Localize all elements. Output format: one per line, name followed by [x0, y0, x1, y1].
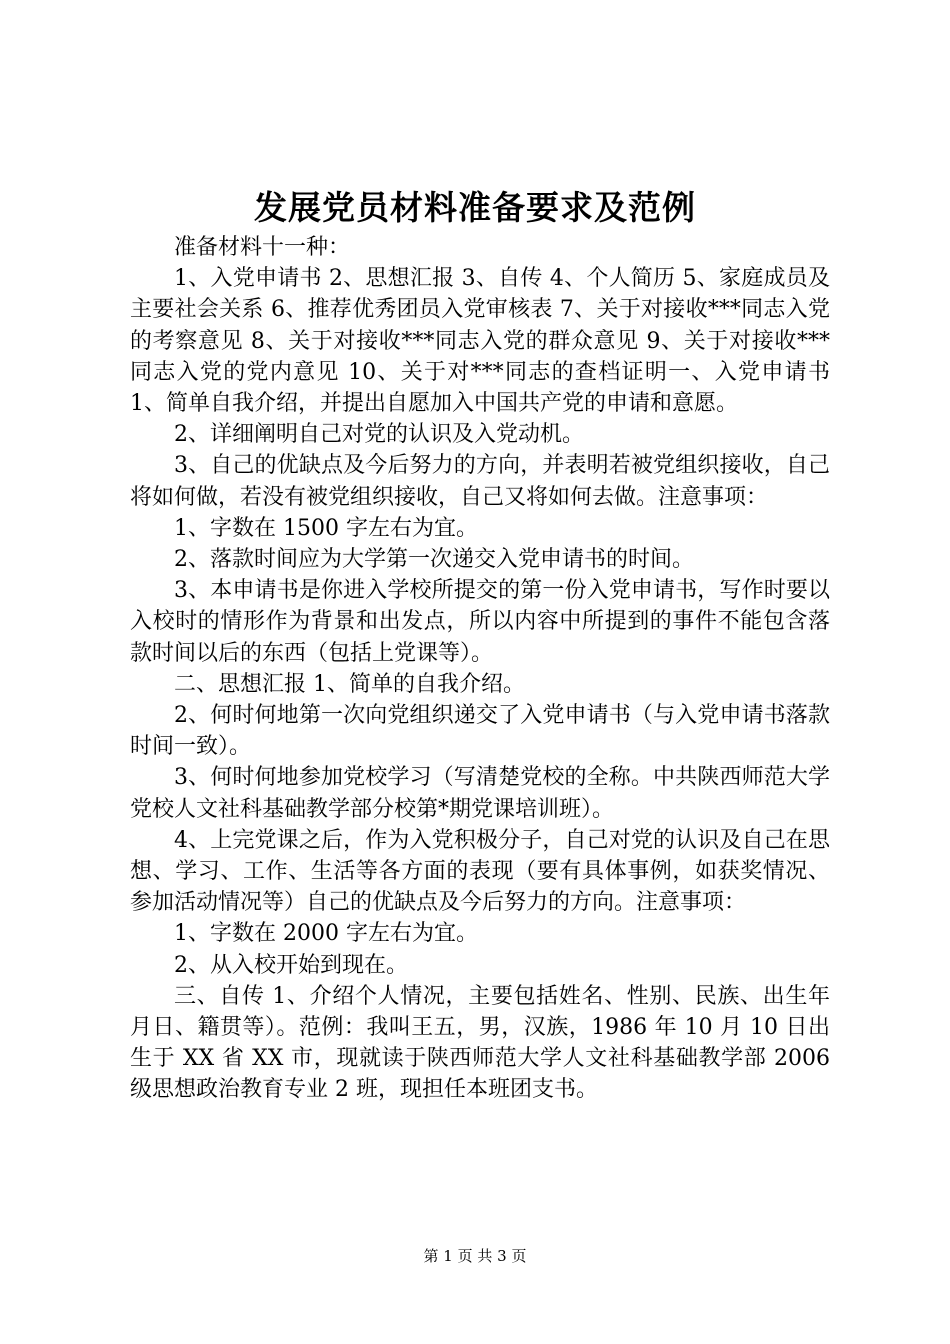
paragraph: 2、从入校开始到现在。	[174, 952, 408, 978]
document-title: 发展党员材料准备要求及范例	[254, 188, 696, 227]
paragraph: 3、何时何地参加党校学习（写清楚党校的全称。中共陕西师范大学党校人文社科基础教学部分校第*期党课培训班）。	[130, 765, 830, 822]
paragraph: 2、落款时间应为大学第一次递交入党申请书的时间。	[174, 547, 694, 573]
document-body	[130, 232, 830, 1106]
paragraph: 准备材料十一种：	[174, 235, 351, 260]
paragraph: 1、入党申请书 2、思想汇报 3、自传 4、个人简历 5、家庭成员及主要社会关系 6、推荐优秀团员入党审核表 7、关于对接收***同志入党的考察意见 8、关于对接收***同志入党的群众意见 9、关于对接收***同志入党的党内意见 10、关于对***同志的查档证明一、入党申请书 1、简单自我介绍，并提出自愿加入中国共产党的申请和意愿。	[130, 266, 830, 417]
paragraph: 1、字数在 1500 字左右为宜。	[174, 515, 478, 541]
paragraph: 3、本申请书是你进入学校所提交的第一份入党申请书，写作时要以入校时的情形作为背景和出发点，所以内容中所提到的事件不能包含落款时间以后的东西（包括上党课等）。	[130, 578, 830, 666]
page-footer: 第 1 页 共 3 页	[423, 1247, 527, 1265]
paragraph: 三、自传 1、介绍个人情况，主要包括姓名、性别、民族、出生年月日、籍贯等）。范例：我叫王五，男，汉族，1986 年 10 月 10 日出生于 XX 省 XX 市，现就读于陕西师范大学人文社科基础教学部 2006 级思想政治教育专业 2 班，现担任本班团支书。	[130, 983, 830, 1103]
paragraph: 2、何时何地第一次向党组织递交了入党申请书（与入党申请书落款时间一致）。	[130, 703, 830, 760]
paragraph: 1、字数在 2000 字左右为宜。	[174, 921, 478, 947]
paragraph: 二、思想汇报 1、简单的自我介绍。	[174, 671, 525, 697]
paragraph: 2、详细阐明自己对党的认识及入党动机。	[174, 422, 584, 448]
paragraph: 3、自己的优缺点及今后努力的方向，并表明若被党组织接收，自己将如何做，若没有被党组织接收，自己又将如何去做。注意事项：	[130, 453, 830, 510]
paragraph: 4、上完党课之后，作为入党积极分子，自己对党的认识及自己在思想、学习、工作、生活等各方面的表现（要有具体事例，如获奖情况、参加活动情况等）自己的优缺点及今后努力的方向。注意事项：	[130, 827, 830, 916]
